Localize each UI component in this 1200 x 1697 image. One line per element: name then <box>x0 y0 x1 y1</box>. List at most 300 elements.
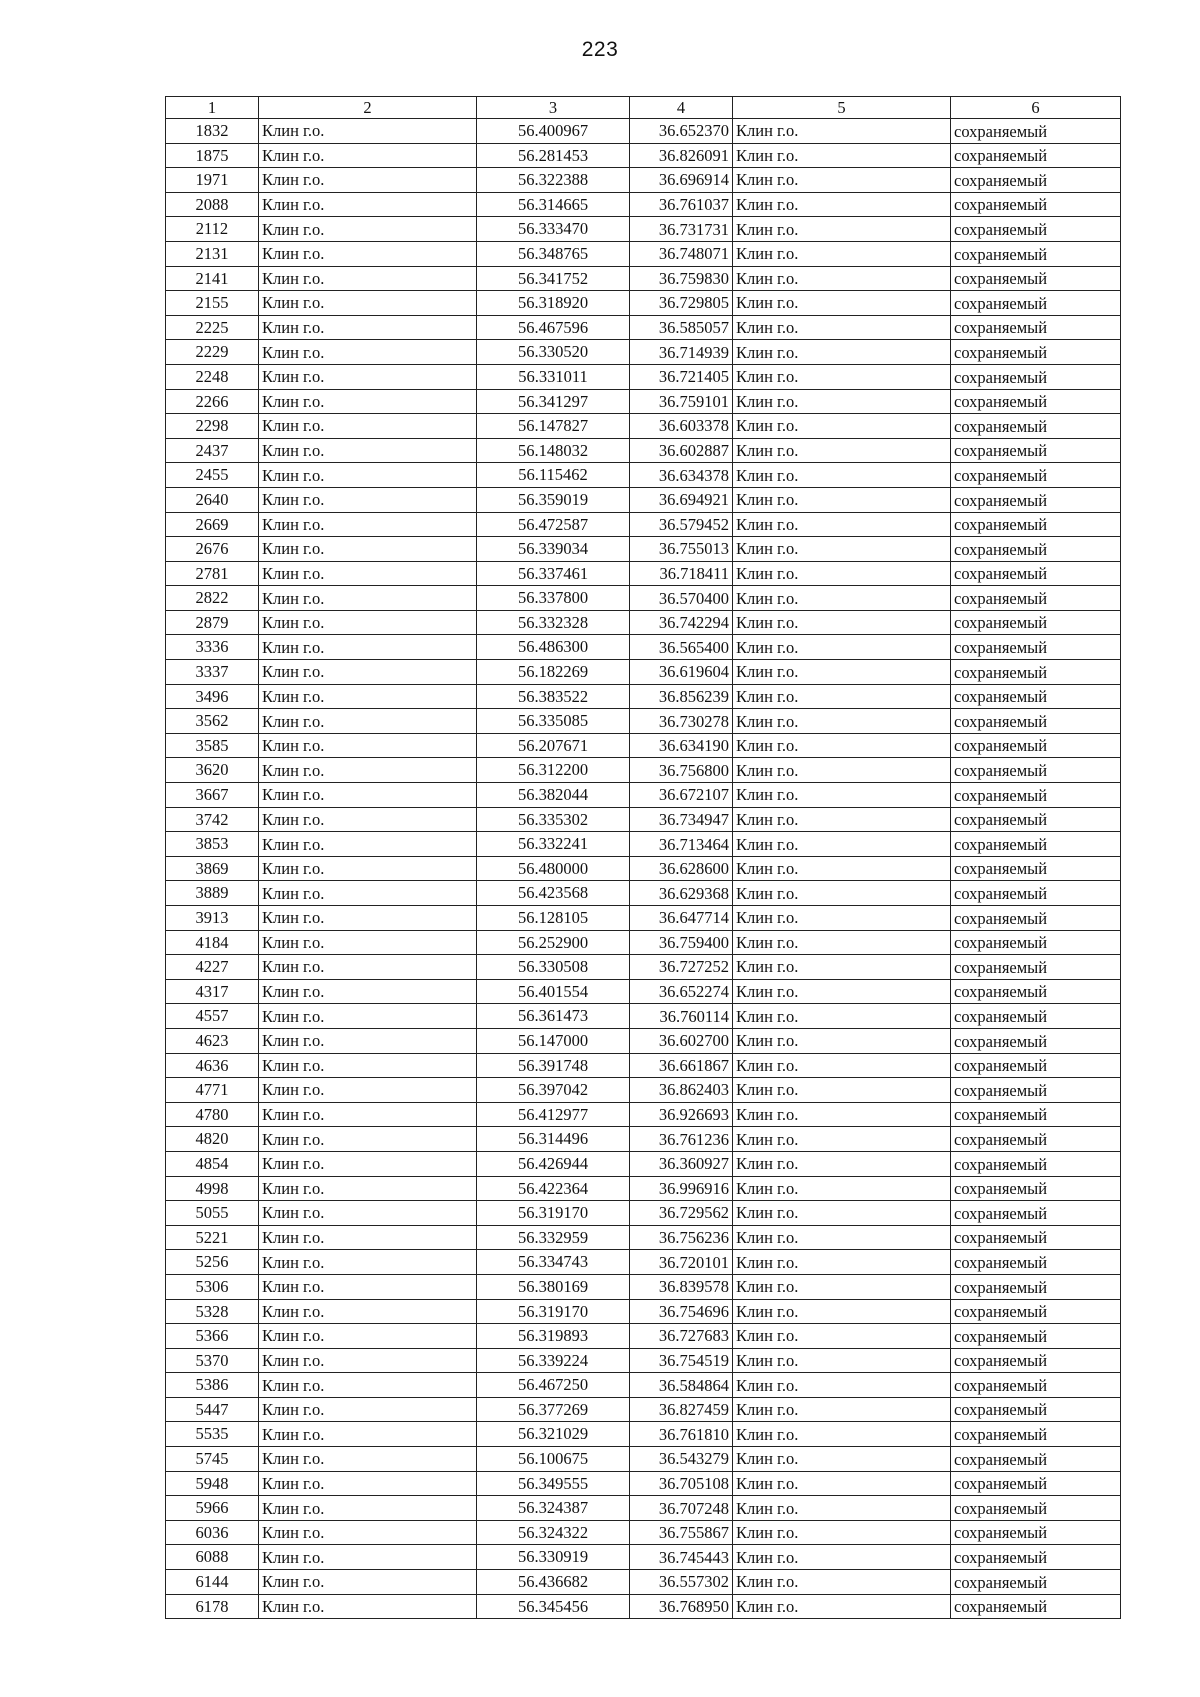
cell-latitude: 56.383522 <box>477 684 630 709</box>
cell-status: сохраняемый <box>951 119 1121 144</box>
cell-municipality: Клин г.о. <box>259 610 477 635</box>
cell-longitude: 36.754696 <box>630 1299 733 1324</box>
cell-municipality: Клин г.о. <box>259 1250 477 1275</box>
cell-latitude: 56.423568 <box>477 881 630 906</box>
cell-row-id: 4820 <box>166 1127 259 1152</box>
cell-longitude: 36.759830 <box>630 266 733 291</box>
column-header-3: 3 <box>477 97 630 119</box>
table-row <box>166 906 1121 931</box>
cell-latitude: 56.314496 <box>477 1127 630 1152</box>
table-row <box>166 364 1121 389</box>
cell-status: сохраняемый <box>951 610 1121 635</box>
cell-status: сохраняемый <box>951 684 1121 709</box>
cell-row-id: 4780 <box>166 1102 259 1127</box>
cell-row-id: 3620 <box>166 758 259 783</box>
cell-row-id: 2640 <box>166 487 259 512</box>
cell-municipality: Клин г.о. <box>259 438 477 463</box>
cell-longitude: 36.827459 <box>630 1397 733 1422</box>
cell-longitude: 36.602700 <box>630 1028 733 1053</box>
cell-status: сохраняемый <box>951 1348 1121 1373</box>
cell-status: сохраняемый <box>951 733 1121 758</box>
cell-row-id: 5306 <box>166 1274 259 1299</box>
table-row <box>166 266 1121 291</box>
cell-district: Клин г.о. <box>733 143 951 168</box>
cell-municipality: Клин г.о. <box>259 1422 477 1447</box>
cell-row-id: 3889 <box>166 881 259 906</box>
cell-latitude: 56.252900 <box>477 930 630 955</box>
cell-status: сохраняемый <box>951 438 1121 463</box>
cell-district: Клин г.о. <box>733 1348 951 1373</box>
cell-district: Клин г.о. <box>733 340 951 365</box>
table-row <box>166 1299 1121 1324</box>
cell-municipality: Клин г.о. <box>259 1053 477 1078</box>
cell-latitude: 56.339224 <box>477 1348 630 1373</box>
cell-longitude: 36.755013 <box>630 537 733 562</box>
cell-latitude: 56.467250 <box>477 1373 630 1398</box>
cell-district: Клин г.о. <box>733 1373 951 1398</box>
cell-row-id: 5535 <box>166 1422 259 1447</box>
cell-status: сохраняемый <box>951 364 1121 389</box>
cell-row-id: 5386 <box>166 1373 259 1398</box>
cell-municipality: Клин г.о. <box>259 1373 477 1398</box>
cell-district: Клин г.о. <box>733 709 951 734</box>
table-row <box>166 1545 1121 1570</box>
cell-district: Клин г.о. <box>733 315 951 340</box>
table-row <box>166 1496 1121 1521</box>
cell-municipality: Клин г.о. <box>259 807 477 832</box>
cell-row-id: 4227 <box>166 955 259 980</box>
cell-row-id: 1875 <box>166 143 259 168</box>
table-row <box>166 635 1121 660</box>
cell-longitude: 36.647714 <box>630 906 733 931</box>
cell-latitude: 56.147827 <box>477 414 630 439</box>
column-header-1: 1 <box>166 97 259 119</box>
cell-status: сохраняемый <box>951 758 1121 783</box>
cell-longitude: 36.718411 <box>630 561 733 586</box>
cell-status: сохраняемый <box>951 143 1121 168</box>
cell-municipality: Клин г.о. <box>259 832 477 857</box>
cell-longitude: 36.862403 <box>630 1078 733 1103</box>
table-row <box>166 1373 1121 1398</box>
page-number: 223 <box>581 38 619 61</box>
table-row <box>166 856 1121 881</box>
cell-district: Клин г.о. <box>733 955 951 980</box>
cell-district: Клин г.о. <box>733 438 951 463</box>
cell-district: Клин г.о. <box>733 291 951 316</box>
table-row <box>166 955 1121 980</box>
cell-latitude: 56.348765 <box>477 241 630 266</box>
cell-municipality: Клин г.о. <box>259 315 477 340</box>
cell-status: сохраняемый <box>951 1397 1121 1422</box>
cell-row-id: 6036 <box>166 1520 259 1545</box>
cell-longitude: 36.714939 <box>630 340 733 365</box>
cell-row-id: 4317 <box>166 979 259 1004</box>
cell-municipality: Клин г.о. <box>259 1594 477 1619</box>
cell-row-id: 2455 <box>166 463 259 488</box>
cell-municipality: Клин г.о. <box>259 364 477 389</box>
cell-row-id: 2822 <box>166 586 259 611</box>
cell-status: сохраняемый <box>951 930 1121 955</box>
cell-row-id: 5055 <box>166 1201 259 1226</box>
table-row <box>166 1102 1121 1127</box>
cell-district: Клин г.о. <box>733 758 951 783</box>
cell-latitude: 56.322388 <box>477 168 630 193</box>
cell-latitude: 56.321029 <box>477 1422 630 1447</box>
cell-latitude: 56.100675 <box>477 1447 630 1472</box>
cell-district: Клин г.о. <box>733 1225 951 1250</box>
table-row <box>166 512 1121 537</box>
cell-status: сохраняемый <box>951 856 1121 881</box>
cell-municipality: Клин г.о. <box>259 1324 477 1349</box>
cell-status: сохраняемый <box>951 1570 1121 1595</box>
table-row <box>166 315 1121 340</box>
cell-longitude: 36.707248 <box>630 1496 733 1521</box>
cell-municipality: Клин г.о. <box>259 1151 477 1176</box>
cell-latitude: 56.341297 <box>477 389 630 414</box>
cell-district: Клин г.о. <box>733 266 951 291</box>
cell-longitude: 36.731731 <box>630 217 733 242</box>
cell-status: сохраняемый <box>951 709 1121 734</box>
cell-longitude: 36.730278 <box>630 709 733 734</box>
cell-longitude: 36.720101 <box>630 1250 733 1275</box>
cell-longitude: 36.713464 <box>630 832 733 857</box>
cell-latitude: 56.426944 <box>477 1151 630 1176</box>
table-row <box>166 438 1121 463</box>
cell-latitude: 56.480000 <box>477 856 630 881</box>
cell-municipality: Клин г.о. <box>259 1348 477 1373</box>
table-row <box>166 1274 1121 1299</box>
table-row <box>166 561 1121 586</box>
cell-longitude: 36.543279 <box>630 1447 733 1472</box>
cell-latitude: 56.207671 <box>477 733 630 758</box>
table-row <box>166 1053 1121 1078</box>
cell-municipality: Клин г.о. <box>259 660 477 685</box>
cell-row-id: 5221 <box>166 1225 259 1250</box>
cell-row-id: 5366 <box>166 1324 259 1349</box>
cell-longitude: 36.729562 <box>630 1201 733 1226</box>
table-row <box>166 1151 1121 1176</box>
cell-municipality: Клин г.о. <box>259 266 477 291</box>
cell-district: Клин г.о. <box>733 1151 951 1176</box>
cell-latitude: 56.332328 <box>477 610 630 635</box>
cell-municipality: Клин г.о. <box>259 143 477 168</box>
cell-municipality: Клин г.о. <box>259 1225 477 1250</box>
cell-municipality: Клин г.о. <box>259 1496 477 1521</box>
cell-municipality: Клин г.о. <box>259 1127 477 1152</box>
cell-latitude: 56.472587 <box>477 512 630 537</box>
cell-district: Клин г.о. <box>733 1176 951 1201</box>
cell-row-id: 2437 <box>166 438 259 463</box>
cell-status: сохраняемый <box>951 1496 1121 1521</box>
cell-longitude: 36.761037 <box>630 192 733 217</box>
cell-status: сохраняемый <box>951 1201 1121 1226</box>
cell-longitude: 36.652274 <box>630 979 733 1004</box>
cell-latitude: 56.334743 <box>477 1250 630 1275</box>
cell-latitude: 56.148032 <box>477 438 630 463</box>
table-row <box>166 1201 1121 1226</box>
cell-status: сохраняемый <box>951 537 1121 562</box>
cell-municipality: Клин г.о. <box>259 1176 477 1201</box>
cell-district: Клин г.о. <box>733 487 951 512</box>
cell-latitude: 56.486300 <box>477 635 630 660</box>
cell-longitude: 36.705108 <box>630 1471 733 1496</box>
cell-longitude: 36.761810 <box>630 1422 733 1447</box>
cell-row-id: 2088 <box>166 192 259 217</box>
table-row <box>166 168 1121 193</box>
table-row <box>166 758 1121 783</box>
cell-latitude: 56.380169 <box>477 1274 630 1299</box>
cell-latitude: 56.319170 <box>477 1201 630 1226</box>
cell-district: Клин г.о. <box>733 217 951 242</box>
cell-longitude: 36.754519 <box>630 1348 733 1373</box>
cell-district: Клин г.о. <box>733 414 951 439</box>
cell-row-id: 4998 <box>166 1176 259 1201</box>
cell-longitude: 36.742294 <box>630 610 733 635</box>
cell-district: Клин г.о. <box>733 1471 951 1496</box>
cell-latitude: 56.337800 <box>477 586 630 611</box>
table-row <box>166 1422 1121 1447</box>
cell-latitude: 56.324322 <box>477 1520 630 1545</box>
cell-district: Клин г.о. <box>733 881 951 906</box>
table-row <box>166 487 1121 512</box>
cell-status: сохраняемый <box>951 1324 1121 1349</box>
cell-district: Клин г.о. <box>733 168 951 193</box>
cell-district: Клин г.о. <box>733 1422 951 1447</box>
cell-latitude: 56.319170 <box>477 1299 630 1324</box>
cell-row-id: 3667 <box>166 783 259 808</box>
cell-municipality: Клин г.о. <box>259 881 477 906</box>
cell-latitude: 56.115462 <box>477 463 630 488</box>
cell-district: Клин г.о. <box>733 1028 951 1053</box>
cell-longitude: 36.628600 <box>630 856 733 881</box>
table-row <box>166 414 1121 439</box>
cell-municipality: Клин г.о. <box>259 1570 477 1595</box>
table-row <box>166 1447 1121 1472</box>
cell-district: Клин г.о. <box>733 906 951 931</box>
cell-district: Клин г.о. <box>733 119 951 144</box>
cell-municipality: Клин г.о. <box>259 512 477 537</box>
cell-district: Клин г.о. <box>733 856 951 881</box>
cell-row-id: 2248 <box>166 364 259 389</box>
table-row <box>166 832 1121 857</box>
cell-status: сохраняемый <box>951 586 1121 611</box>
cell-row-id: 6178 <box>166 1594 259 1619</box>
cell-latitude: 56.182269 <box>477 660 630 685</box>
cell-latitude: 56.324387 <box>477 1496 630 1521</box>
table-row <box>166 1176 1121 1201</box>
cell-district: Клин г.о. <box>733 1299 951 1324</box>
table-row <box>166 930 1121 955</box>
cell-latitude: 56.333470 <box>477 217 630 242</box>
cell-status: сохраняемый <box>951 1545 1121 1570</box>
cell-latitude: 56.335302 <box>477 807 630 832</box>
cell-status: сохраняемый <box>951 1053 1121 1078</box>
cell-latitude: 56.335085 <box>477 709 630 734</box>
cell-district: Клин г.о. <box>733 1201 951 1226</box>
column-header-4: 4 <box>630 97 733 119</box>
cell-district: Клин г.о. <box>733 684 951 709</box>
column-header-2: 2 <box>259 97 477 119</box>
cell-latitude: 56.332959 <box>477 1225 630 1250</box>
table-row <box>166 807 1121 832</box>
cell-longitude: 36.602887 <box>630 438 733 463</box>
cell-row-id: 2266 <box>166 389 259 414</box>
cell-latitude: 56.391748 <box>477 1053 630 1078</box>
cell-longitude: 36.756800 <box>630 758 733 783</box>
cell-district: Клин г.о. <box>733 1004 951 1029</box>
cell-municipality: Клин г.о. <box>259 1102 477 1127</box>
cell-status: сохраняемый <box>951 1127 1121 1152</box>
cell-district: Клин г.о. <box>733 1570 951 1595</box>
cell-municipality: Клин г.о. <box>259 389 477 414</box>
cell-district: Клин г.о. <box>733 1397 951 1422</box>
table-body <box>166 119 1121 1619</box>
cell-municipality: Клин г.о. <box>259 733 477 758</box>
cell-status: сохраняемый <box>951 955 1121 980</box>
cell-status: сохраняемый <box>951 1299 1121 1324</box>
cell-municipality: Клин г.о. <box>259 684 477 709</box>
cell-municipality: Клин г.о. <box>259 487 477 512</box>
cell-district: Клин г.о. <box>733 733 951 758</box>
cell-municipality: Клин г.о. <box>259 241 477 266</box>
cell-municipality: Клин г.о. <box>259 1299 477 1324</box>
cell-longitude: 36.734947 <box>630 807 733 832</box>
cell-longitude: 36.694921 <box>630 487 733 512</box>
table-header <box>166 97 1121 119</box>
cell-municipality: Клин г.о. <box>259 1274 477 1299</box>
cell-longitude: 36.661867 <box>630 1053 733 1078</box>
cell-status: сохраняемый <box>951 168 1121 193</box>
header-row <box>166 97 1121 119</box>
cell-longitude: 36.585057 <box>630 315 733 340</box>
cell-longitude: 36.557302 <box>630 1570 733 1595</box>
cell-municipality: Клин г.о. <box>259 1471 477 1496</box>
cell-district: Клин г.о. <box>733 979 951 1004</box>
cell-latitude: 56.400967 <box>477 119 630 144</box>
table-row <box>166 1520 1121 1545</box>
cell-latitude: 56.281453 <box>477 143 630 168</box>
cell-row-id: 3869 <box>166 856 259 881</box>
cell-status: сохраняемый <box>951 561 1121 586</box>
cell-latitude: 56.412977 <box>477 1102 630 1127</box>
cell-municipality: Клин г.о. <box>259 168 477 193</box>
cell-row-id: 2141 <box>166 266 259 291</box>
cell-district: Клин г.о. <box>733 660 951 685</box>
cell-municipality: Клин г.о. <box>259 1028 477 1053</box>
cell-latitude: 56.401554 <box>477 979 630 1004</box>
table-row <box>166 340 1121 365</box>
cell-district: Клин г.о. <box>733 1250 951 1275</box>
cell-municipality: Клин г.о. <box>259 1545 477 1570</box>
cell-row-id: 5256 <box>166 1250 259 1275</box>
cell-district: Клин г.о. <box>733 463 951 488</box>
cell-status: сохраняемый <box>951 906 1121 931</box>
cell-longitude: 36.727683 <box>630 1324 733 1349</box>
cell-status: сохраняемый <box>951 1373 1121 1398</box>
cell-row-id: 4771 <box>166 1078 259 1103</box>
cell-status: сохраняемый <box>951 340 1121 365</box>
cell-longitude: 36.755867 <box>630 1520 733 1545</box>
table-row <box>166 684 1121 709</box>
cell-status: сохраняемый <box>951 512 1121 537</box>
table-row <box>166 1127 1121 1152</box>
cell-longitude: 36.745443 <box>630 1545 733 1570</box>
cell-municipality: Клин г.о. <box>259 586 477 611</box>
cell-longitude: 36.748071 <box>630 241 733 266</box>
table-row <box>166 586 1121 611</box>
cell-latitude: 56.330919 <box>477 1545 630 1570</box>
cell-longitude: 36.760114 <box>630 1004 733 1029</box>
cell-municipality: Клин г.о. <box>259 709 477 734</box>
cell-row-id: 5948 <box>166 1471 259 1496</box>
cell-row-id: 4854 <box>166 1151 259 1176</box>
cell-district: Клин г.о. <box>733 537 951 562</box>
cell-row-id: 6144 <box>166 1570 259 1595</box>
cell-longitude: 36.360927 <box>630 1151 733 1176</box>
cell-latitude: 56.345456 <box>477 1594 630 1619</box>
cell-municipality: Клин г.о. <box>259 1447 477 1472</box>
cell-district: Клин г.о. <box>733 1127 951 1152</box>
table-row <box>166 291 1121 316</box>
cell-latitude: 56.128105 <box>477 906 630 931</box>
cell-row-id: 3742 <box>166 807 259 832</box>
cell-row-id: 5328 <box>166 1299 259 1324</box>
table-row <box>166 1594 1121 1619</box>
cell-status: сохраняемый <box>951 192 1121 217</box>
cell-row-id: 2879 <box>166 610 259 635</box>
cell-row-id: 3337 <box>166 660 259 685</box>
cell-district: Клин г.о. <box>733 1594 951 1619</box>
cell-longitude: 36.759400 <box>630 930 733 955</box>
cell-municipality: Клин г.о. <box>259 1201 477 1226</box>
cell-status: сохраняемый <box>951 487 1121 512</box>
cell-district: Клин г.о. <box>733 1324 951 1349</box>
table-row <box>166 1471 1121 1496</box>
table-row <box>166 660 1121 685</box>
cell-longitude: 36.756236 <box>630 1225 733 1250</box>
cell-latitude: 56.319893 <box>477 1324 630 1349</box>
cell-latitude: 56.339034 <box>477 537 630 562</box>
cell-row-id: 4184 <box>166 930 259 955</box>
cell-district: Клин г.о. <box>733 389 951 414</box>
cell-longitude: 36.839578 <box>630 1274 733 1299</box>
cell-row-id: 5370 <box>166 1348 259 1373</box>
table-row <box>166 1028 1121 1053</box>
cell-longitude: 36.565400 <box>630 635 733 660</box>
table-row <box>166 389 1121 414</box>
cell-municipality: Клин г.о. <box>259 955 477 980</box>
table-row <box>166 1004 1121 1029</box>
cell-status: сохраняемый <box>951 1447 1121 1472</box>
table-row <box>166 1324 1121 1349</box>
table-row <box>166 1348 1121 1373</box>
cell-status: сохраняемый <box>951 635 1121 660</box>
cell-district: Клин г.о. <box>733 1447 951 1472</box>
cell-status: сохраняемый <box>951 1274 1121 1299</box>
table-row <box>166 463 1121 488</box>
cell-status: сохраняемый <box>951 783 1121 808</box>
cell-district: Клин г.о. <box>733 807 951 832</box>
cell-district: Клин г.о. <box>733 610 951 635</box>
cell-longitude: 36.619604 <box>630 660 733 685</box>
cell-district: Клин г.о. <box>733 561 951 586</box>
cell-status: сохраняемый <box>951 1520 1121 1545</box>
cell-longitude: 36.721405 <box>630 364 733 389</box>
cell-status: сохраняемый <box>951 1225 1121 1250</box>
cell-district: Клин г.о. <box>733 512 951 537</box>
cell-district: Клин г.о. <box>733 930 951 955</box>
cell-row-id: 2131 <box>166 241 259 266</box>
